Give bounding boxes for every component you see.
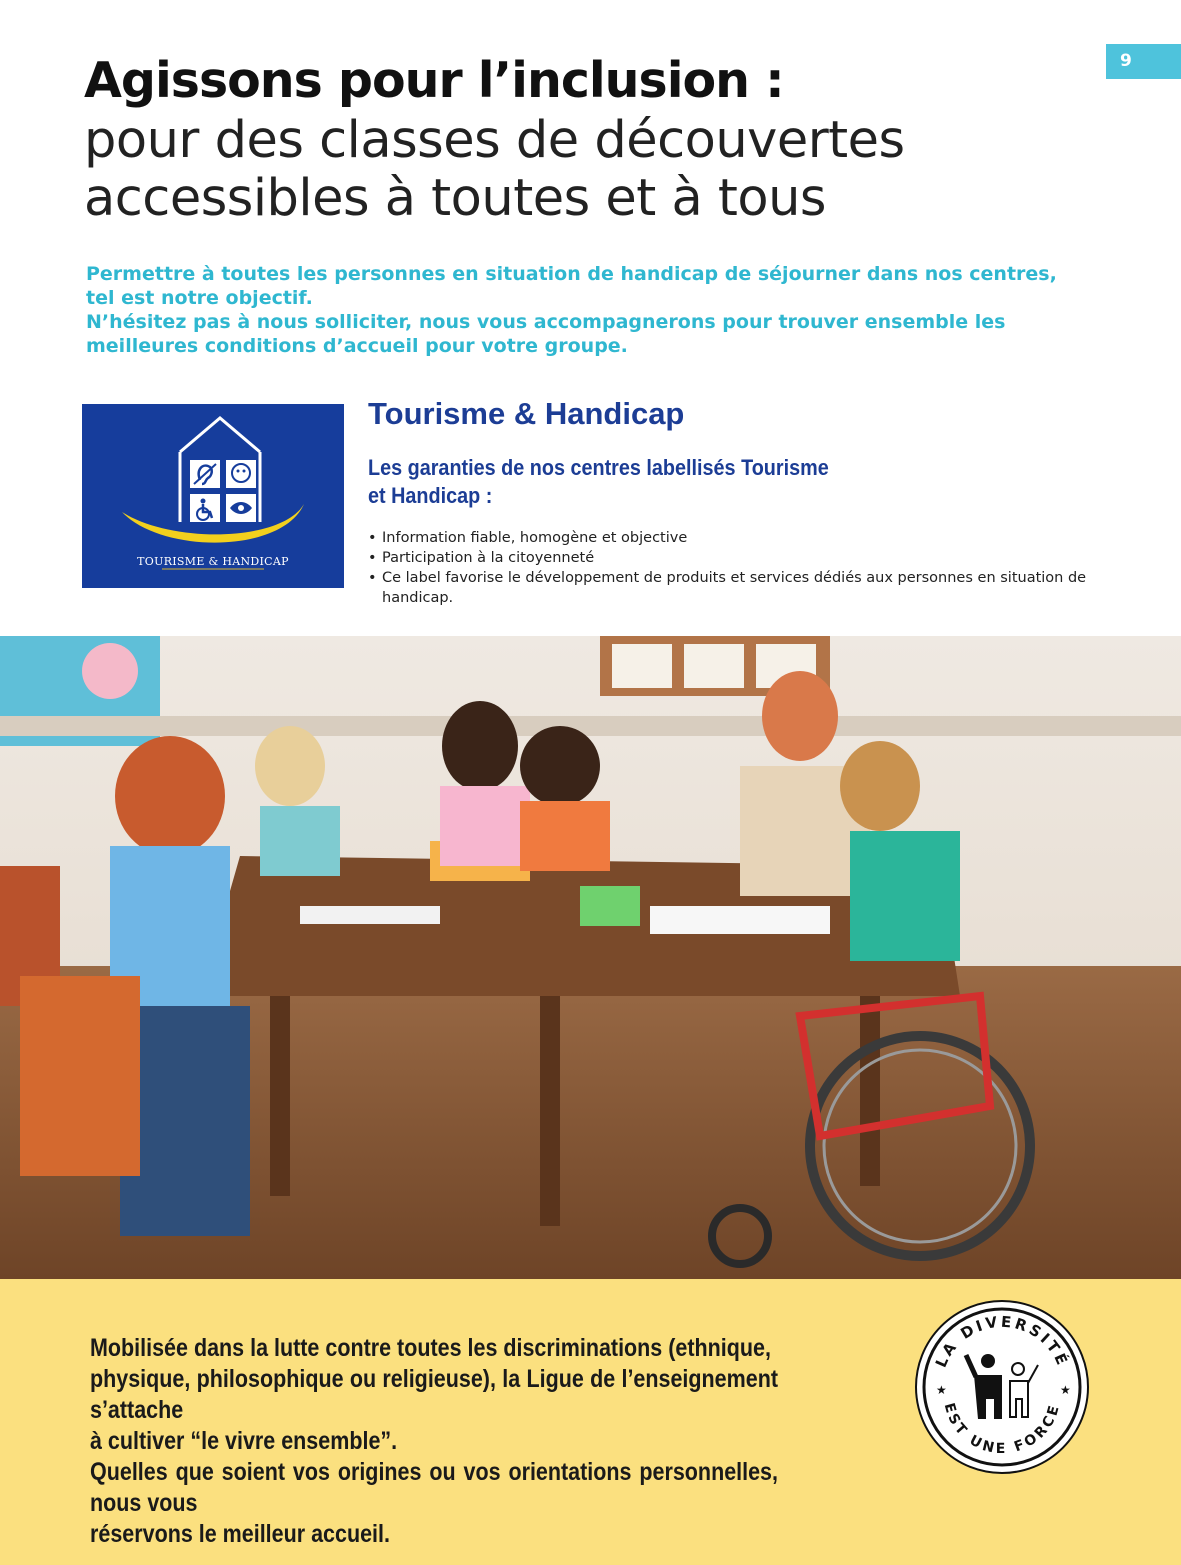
list-item: • Participation à la citoyenneté <box>368 548 1128 568</box>
intro-paragraph <box>86 262 1086 358</box>
badge-bottom-text: EST UNE FORCE <box>940 1401 1064 1458</box>
classroom-photo <box>0 636 1181 1279</box>
intro-line: meilleures conditions d’accueil pour votre groupe. <box>86 335 628 357</box>
badge-top-text: LA DIVERSITÉ <box>931 1312 1073 1371</box>
list-item: • Information fiable, homogène et objective <box>368 528 1128 548</box>
footer-line: réservons le meilleur accueil. <box>90 1520 390 1548</box>
section-subtitle-line: Les garanties de nos centres labellisés Tourisme <box>368 455 829 480</box>
intro-line: tel est notre objectif. <box>86 287 313 309</box>
section-title: Tourisme & Handicap <box>368 396 685 431</box>
intro-line: Permettre à toutes les personnes en situation de handicap de séjourner dans nos centres, <box>86 263 1057 285</box>
footer-text <box>90 1333 778 1550</box>
guarantees-list <box>368 528 1128 608</box>
section-subtitle <box>368 454 872 510</box>
page-title: Agissons pour l’inclusion : <box>84 52 784 109</box>
intro-line: N’hésitez pas à nous solliciter, nous vous accompagnerons pour trouver ensemble les <box>86 311 1006 333</box>
diversity-badge-icon <box>914 1299 1090 1475</box>
tourisme-handicap-logo <box>82 404 344 588</box>
section-subtitle-line: et Handicap : <box>368 483 493 508</box>
page-subtitle <box>84 112 905 228</box>
subtitle-line-2: accessibles à toutes et à tous <box>84 169 827 228</box>
page-number: 9 <box>1106 44 1181 79</box>
footer-line: physique, philosophique ou religieuse), la Ligue de l’enseignement s’attache <box>90 1365 778 1424</box>
footer-line: Quelles que soient vos origines ou vos orientations personnelles, nous vous <box>90 1458 778 1517</box>
svg-text:★: ★ <box>1060 1383 1071 1397</box>
footer-line: à cultiver “le vivre ensemble”. <box>90 1427 398 1455</box>
svg-text:★: ★ <box>936 1383 947 1397</box>
subtitle-line-1: pour des classes de découvertes <box>84 111 905 170</box>
logo-caption: TOURISME & HANDICAP <box>137 555 289 568</box>
list-item: • Ce label favorise le développement de produits et services dédiés aux personnes en situation de handicap. <box>368 568 1128 608</box>
footer-line: Mobilisée dans la lutte contre toutes les discriminations (ethnique, <box>90 1334 771 1362</box>
